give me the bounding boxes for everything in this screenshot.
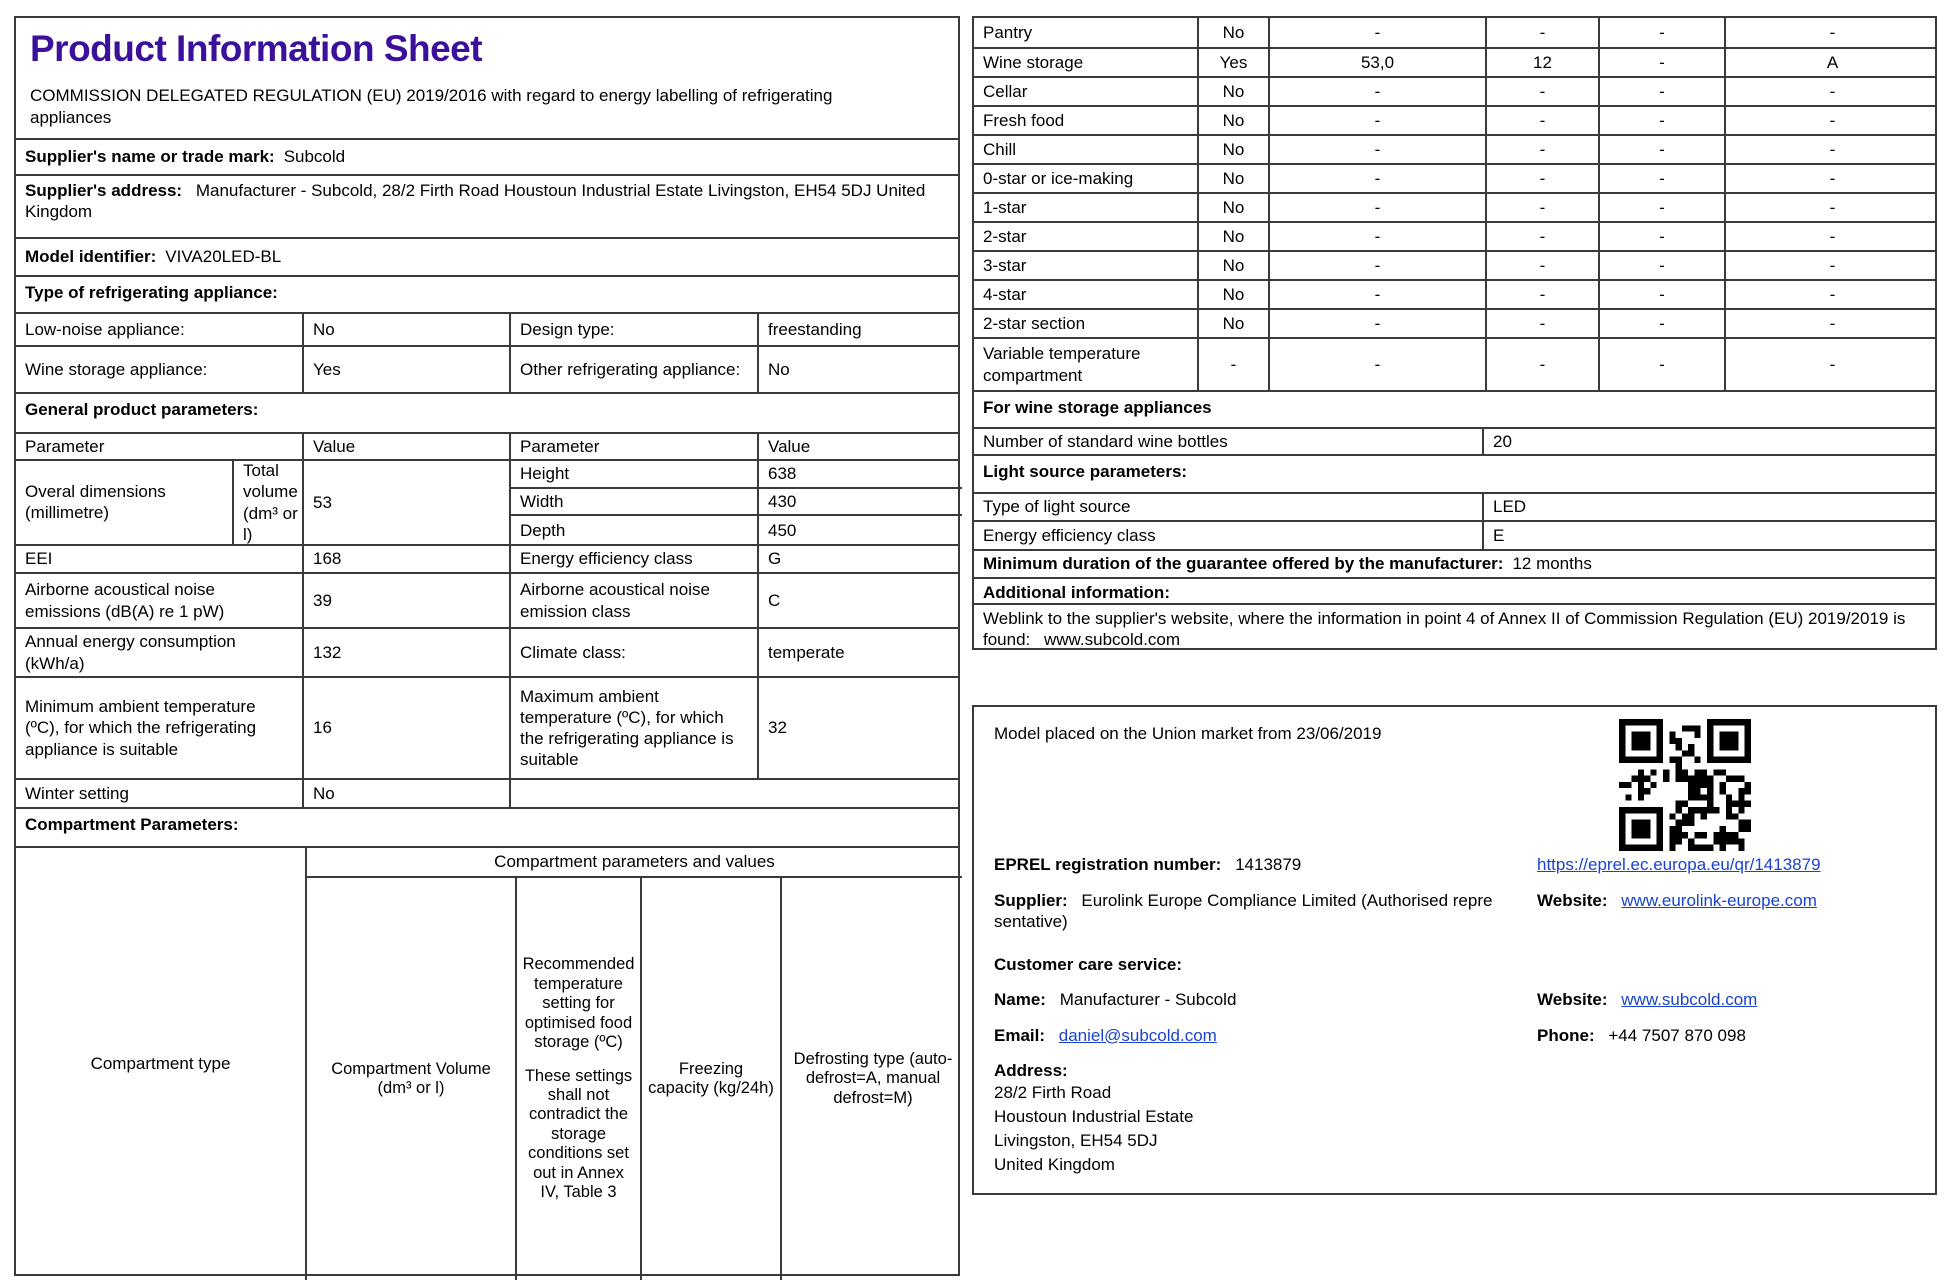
total-volume-value: 53 bbox=[302, 461, 509, 544]
eprel-label: EPREL registration number: bbox=[994, 855, 1222, 875]
compartment-freeze: - bbox=[1598, 136, 1724, 163]
eprel-registration bbox=[994, 854, 1537, 875]
model-identifier-value: VIVA20LED-BL bbox=[165, 247, 282, 267]
compartment-present: No bbox=[1197, 194, 1268, 221]
compartment-name: 0-star or ice-making bbox=[983, 168, 1134, 188]
care-name bbox=[994, 989, 1537, 1010]
weblink-value: www.subcold.com bbox=[1044, 630, 1181, 650]
page-title: Product Information Sheet bbox=[30, 28, 483, 69]
compartment-temp: - bbox=[1485, 107, 1598, 134]
compartment-temp: - bbox=[1485, 18, 1598, 47]
compartment-volume: - bbox=[1268, 136, 1485, 163]
column-header: Value bbox=[302, 434, 509, 459]
compartment-present: No bbox=[1197, 223, 1268, 250]
compartment-volume: - bbox=[1268, 78, 1485, 105]
noise-row bbox=[16, 572, 958, 627]
light-source-type-value: LED bbox=[1482, 494, 1939, 520]
compartment-row-4-star bbox=[974, 279, 1935, 308]
eprel-link[interactable]: https://eprel.ec.europa.eu/qr/1413879 bbox=[1537, 855, 1821, 875]
dimensions-row bbox=[16, 459, 958, 544]
address-label: Address: bbox=[994, 1060, 1068, 1080]
compartment-row-fresh-food bbox=[974, 105, 1935, 134]
compartment-volume: - bbox=[1268, 223, 1485, 250]
type-section-header: Type of refrigerating appliance: bbox=[16, 275, 958, 312]
compartment-row-wine-storage bbox=[974, 47, 1935, 76]
address-line: 28/2 Firth Road bbox=[994, 1083, 1112, 1102]
guarantee-value: 12 months bbox=[1512, 554, 1592, 574]
customer-care-header: Customer care service: bbox=[994, 955, 1183, 974]
compartment-volume: 53,0 bbox=[1268, 49, 1485, 76]
guarantee-row bbox=[974, 549, 1935, 577]
compartment-defrost: - bbox=[1724, 339, 1939, 390]
customer-care-row bbox=[994, 954, 1915, 975]
compartment-temp: - bbox=[1485, 310, 1598, 337]
eei-row bbox=[16, 544, 958, 572]
compartment-name: Variable temperature compartment bbox=[983, 344, 1141, 385]
column-header: Parameter bbox=[509, 434, 757, 459]
compartment-params-header: Compartment Parameters: bbox=[16, 807, 958, 846]
compartment-values-panel bbox=[972, 16, 1937, 650]
param-label: Other refrigerating appliance: bbox=[509, 347, 757, 392]
address-line: United Kingdom bbox=[994, 1155, 1115, 1174]
wine-appliances-header: For wine storage appliances bbox=[974, 390, 1935, 427]
compartment-temp: - bbox=[1485, 252, 1598, 279]
market-info-box bbox=[972, 705, 1937, 1195]
dimension-height-value: 638 bbox=[757, 461, 962, 489]
compartment-present: No bbox=[1197, 165, 1268, 192]
compartment-type-col-header: Compartment type bbox=[90, 1054, 231, 1074]
param-label: Wine storage appliance: bbox=[25, 359, 208, 379]
compartment-freeze: - bbox=[1598, 165, 1724, 192]
compartment-defrost: - bbox=[1724, 252, 1939, 279]
compartment-volume: - bbox=[1268, 310, 1485, 337]
supplier-address-label: Supplier's address: bbox=[25, 181, 183, 200]
compartment-freeze: - bbox=[1598, 49, 1724, 76]
compartment-present: No bbox=[1197, 107, 1268, 134]
compartment-row-2-star-section bbox=[974, 308, 1935, 337]
compartment-volume: - bbox=[1268, 252, 1485, 279]
general-params-header: General product parameters: bbox=[16, 392, 958, 432]
compartment-defrost: - bbox=[1724, 136, 1939, 163]
compartment-temp: - bbox=[1485, 136, 1598, 163]
compartment-name: 2-star section bbox=[983, 313, 1086, 333]
compartment-name: Wine storage bbox=[983, 52, 1084, 72]
param-label: Minimum ambient temperature (ºC), for which the refrigerating appliance is suitable bbox=[25, 697, 257, 759]
compartment-temp: - bbox=[1485, 78, 1598, 105]
param-value: Yes bbox=[302, 347, 509, 392]
compartment-present: No bbox=[1197, 252, 1268, 279]
compartment-name: Fresh food bbox=[983, 110, 1065, 130]
supplier-label: Supplier: bbox=[994, 890, 1068, 910]
param-value: G bbox=[757, 546, 962, 572]
compartment-row-variable-temp bbox=[974, 337, 1935, 390]
compartment-freeze: - bbox=[1598, 18, 1724, 47]
type-row-low-noise bbox=[16, 312, 958, 345]
param-value: No bbox=[302, 314, 509, 345]
compartment-present: - bbox=[1197, 339, 1268, 390]
light-efficiency-label: Energy efficiency class bbox=[983, 525, 1156, 545]
compartment-present: No bbox=[1197, 18, 1268, 47]
compartment-volume: - bbox=[1268, 107, 1485, 134]
regulation-subtitle: COMMISSION DELEGATED REGULATION (EU) 2019/2016 with regard to energy labelling of refrigerating appliances bbox=[30, 86, 833, 127]
supplier-value: Eurolink Europe Compliance Limited (Authorised repre sentative) bbox=[994, 890, 1493, 931]
compartment-volume: - bbox=[1268, 165, 1485, 192]
light-efficiency-row bbox=[974, 520, 1935, 549]
dimension-width-label: Width bbox=[509, 489, 757, 517]
compartment-defrost: - bbox=[1724, 78, 1939, 105]
col-header-volume: Compartment Volume (dm³ or l) bbox=[331, 1059, 491, 1097]
dimensions-label: Overal dimensions (millimetre) bbox=[25, 482, 166, 523]
param-value: 132 bbox=[302, 629, 509, 676]
params-column-headers bbox=[16, 432, 958, 459]
supplier-name-label: Supplier's name or trade mark: bbox=[25, 147, 275, 167]
website2-label: Website: bbox=[1537, 990, 1608, 1010]
compartment-name: 2-star bbox=[983, 226, 1027, 246]
website1-label: Website: bbox=[1537, 890, 1608, 910]
param-label: EEI bbox=[25, 549, 53, 569]
col-header-temperature bbox=[515, 878, 640, 1280]
col-header-defrosting: Defrosting type (auto-defrost=A, manual defrost=M) bbox=[780, 878, 964, 1280]
care-email-row bbox=[994, 1025, 1915, 1046]
eprel-row bbox=[994, 854, 1915, 875]
compartment-freeze: - bbox=[1598, 78, 1724, 105]
compartment-name: 3-star bbox=[983, 255, 1027, 275]
address-line: Houstoun Industrial Estate bbox=[994, 1107, 1194, 1126]
compartment-temp: - bbox=[1485, 194, 1598, 221]
market-placed-row bbox=[994, 723, 1915, 744]
compartment-volume: - bbox=[1268, 18, 1485, 47]
type-row-wine-storage bbox=[16, 345, 958, 392]
phone-wrap bbox=[1537, 1025, 1915, 1046]
additional-info-header: Additional information: bbox=[974, 577, 1935, 603]
compartment-temp: - bbox=[1485, 165, 1598, 192]
product-sheet-panel bbox=[14, 16, 960, 1276]
guarantee-label: Minimum duration of the guarantee offered by the manufacturer: bbox=[983, 554, 1504, 574]
compartment-row-0-star bbox=[974, 163, 1935, 192]
supplier-row bbox=[994, 890, 1915, 933]
column-header: Value bbox=[757, 434, 962, 459]
compartment-freeze: - bbox=[1598, 310, 1724, 337]
compartment-row-2-star bbox=[974, 221, 1935, 250]
compartment-freeze: - bbox=[1598, 252, 1724, 279]
compartment-defrost: A bbox=[1724, 49, 1939, 76]
dimension-depth-label: Depth bbox=[509, 516, 757, 544]
dimension-height-label: Height bbox=[509, 461, 757, 489]
website2-wrap bbox=[1537, 989, 1915, 1010]
supplier-name-row bbox=[16, 138, 958, 174]
supplier-address-row bbox=[16, 174, 958, 237]
website1-wrap bbox=[1537, 890, 1915, 911]
eprel-link-wrap bbox=[1537, 854, 1915, 875]
param-value: No bbox=[302, 780, 509, 807]
compartment-row-chill bbox=[974, 134, 1935, 163]
eprel-value: 1413879 bbox=[1235, 855, 1302, 875]
care-name-label: Name: bbox=[994, 990, 1046, 1010]
param-value: freestanding bbox=[757, 314, 962, 345]
care-email bbox=[994, 1025, 1537, 1046]
param-label: Maximum ambient temperature (ºC), for which the refrigerating appliance is suitable bbox=[509, 678, 757, 778]
param-label: Climate class: bbox=[509, 629, 757, 676]
supplier-info bbox=[994, 890, 1537, 933]
param-value: C bbox=[757, 574, 962, 627]
phone-label: Phone: bbox=[1537, 1025, 1595, 1045]
compartment-defrost: - bbox=[1724, 281, 1939, 308]
param-label: Airborne acoustical noise emissions (dB(A) re 1 pW) bbox=[25, 580, 225, 621]
param-label: Low-noise appliance: bbox=[25, 319, 185, 339]
param-value: 32 bbox=[757, 678, 962, 778]
param-value: temperate bbox=[757, 629, 962, 676]
param-label: Design type: bbox=[509, 314, 757, 345]
col-header-freezing: Freezing capacity (kg/24h) bbox=[640, 878, 780, 1280]
address-block bbox=[994, 1081, 1915, 1177]
compartment-temp: - bbox=[1485, 339, 1598, 390]
compartment-group-header: Compartment parameters and values bbox=[305, 848, 962, 878]
wine-bottles-value: 20 bbox=[1482, 429, 1939, 454]
supplier-name-value: Subcold bbox=[283, 147, 346, 167]
param-value: 16 bbox=[302, 678, 509, 778]
energy-consumption-row bbox=[16, 627, 958, 676]
weblink-text: Weblink to the supplier's website, where the information in point 4 of Annex II of Commission Regulation (EU) 2019/2019 is found: bbox=[983, 609, 1906, 650]
email-label: Email: bbox=[994, 1025, 1046, 1045]
param-label: Annual energy consumption (kWh/a) bbox=[25, 632, 236, 673]
compartment-present: Yes bbox=[1197, 49, 1268, 76]
compartment-row-1-star bbox=[974, 192, 1935, 221]
model-identifier-label: Model identifier: bbox=[25, 247, 157, 267]
winter-setting-row bbox=[16, 778, 958, 807]
compartment-freeze: - bbox=[1598, 223, 1724, 250]
market-placed-text: Model placed on the Union market from 23/06/2019 bbox=[994, 724, 1382, 743]
wine-bottles-row bbox=[974, 427, 1935, 454]
compartment-freeze: - bbox=[1598, 194, 1724, 221]
compartment-freeze: - bbox=[1598, 107, 1724, 134]
compartment-header-table bbox=[16, 846, 958, 1278]
light-source-type-label: Type of light source bbox=[983, 497, 1131, 517]
light-source-header: Light source parameters: bbox=[974, 454, 1935, 492]
param-value: No bbox=[757, 347, 962, 392]
compartment-defrost: - bbox=[1724, 310, 1939, 337]
qr-code bbox=[1619, 719, 1751, 851]
phone-value: +44 7507 870 098 bbox=[1608, 1025, 1746, 1045]
email-link[interactable]: daniel@subcold.com bbox=[1058, 1025, 1217, 1045]
weblink-row bbox=[974, 603, 1935, 648]
compartment-name: Chill bbox=[983, 139, 1017, 159]
compartment-volume: - bbox=[1268, 194, 1485, 221]
compartment-temp: 12 bbox=[1485, 49, 1598, 76]
param-label: Airborne acoustical noise emission class bbox=[509, 574, 757, 627]
compartment-defrost: - bbox=[1724, 194, 1939, 221]
compartment-name: 1-star bbox=[983, 197, 1027, 217]
subcold-website-link[interactable]: www.subcold.com bbox=[1621, 990, 1758, 1010]
supplier-address-value: Manufacturer - Subcold, 28/2 Firth Road Houstoun Industrial Estate Livingston, EH54 5DJ United Kingdom bbox=[25, 181, 926, 222]
compartment-name: Pantry bbox=[983, 22, 1033, 42]
param-value: 168 bbox=[302, 546, 509, 572]
col-header-temperature-main: Recommended temperature setting for optimised food storage (ºC) bbox=[522, 955, 635, 1052]
compartment-volume: - bbox=[1268, 339, 1485, 390]
compartment-name: 4-star bbox=[983, 284, 1027, 304]
column-header: Parameter bbox=[25, 436, 105, 456]
compartment-freeze: - bbox=[1598, 339, 1724, 390]
compartment-present: No bbox=[1197, 281, 1268, 308]
compartment-present: No bbox=[1197, 78, 1268, 105]
compartment-temp: - bbox=[1485, 223, 1598, 250]
compartment-temp: - bbox=[1485, 281, 1598, 308]
compartment-name: Cellar bbox=[983, 81, 1028, 101]
model-identifier-row bbox=[16, 237, 958, 275]
compartment-freeze: - bbox=[1598, 281, 1724, 308]
light-efficiency-value: E bbox=[1482, 522, 1939, 549]
col-header-temperature-note: These settings shall not contradict the storage conditions set out in Annex IV, Table 3 bbox=[524, 1066, 633, 1202]
wine-bottles-label: Number of standard wine bottles bbox=[983, 431, 1228, 451]
dimension-depth-value: 450 bbox=[757, 516, 962, 544]
param-label: Winter setting bbox=[25, 783, 129, 803]
compartment-present: No bbox=[1197, 310, 1268, 337]
empty-cell bbox=[509, 780, 962, 807]
total-volume-label: Total volume (dm³ or l) bbox=[232, 461, 302, 544]
care-name-value: Manufacturer - Subcold bbox=[1059, 990, 1237, 1010]
compartment-volume: - bbox=[1268, 281, 1485, 308]
care-name-row bbox=[994, 989, 1915, 1010]
dimension-width-value: 430 bbox=[757, 489, 962, 517]
compartment-row-pantry bbox=[974, 18, 1935, 47]
compartment-defrost: - bbox=[1724, 165, 1939, 192]
param-value: 39 bbox=[302, 574, 509, 627]
compartment-defrost: - bbox=[1724, 107, 1939, 134]
ambient-temperature-row bbox=[16, 676, 958, 778]
eurolink-website-link[interactable]: www.eurolink-europe.com bbox=[1621, 890, 1817, 910]
compartment-present: No bbox=[1197, 136, 1268, 163]
address-header-row bbox=[994, 1060, 1915, 1081]
title-block bbox=[16, 18, 958, 138]
compartment-row-3-star bbox=[974, 250, 1935, 279]
compartment-defrost: - bbox=[1724, 223, 1939, 250]
compartment-row-cellar bbox=[974, 76, 1935, 105]
compartment-defrost: - bbox=[1724, 18, 1939, 47]
compartment-col-headers bbox=[305, 878, 962, 1280]
param-label: Energy efficiency class bbox=[509, 546, 757, 572]
light-source-type-row bbox=[974, 492, 1935, 520]
address-line: Livingston, EH54 5DJ bbox=[994, 1131, 1158, 1150]
